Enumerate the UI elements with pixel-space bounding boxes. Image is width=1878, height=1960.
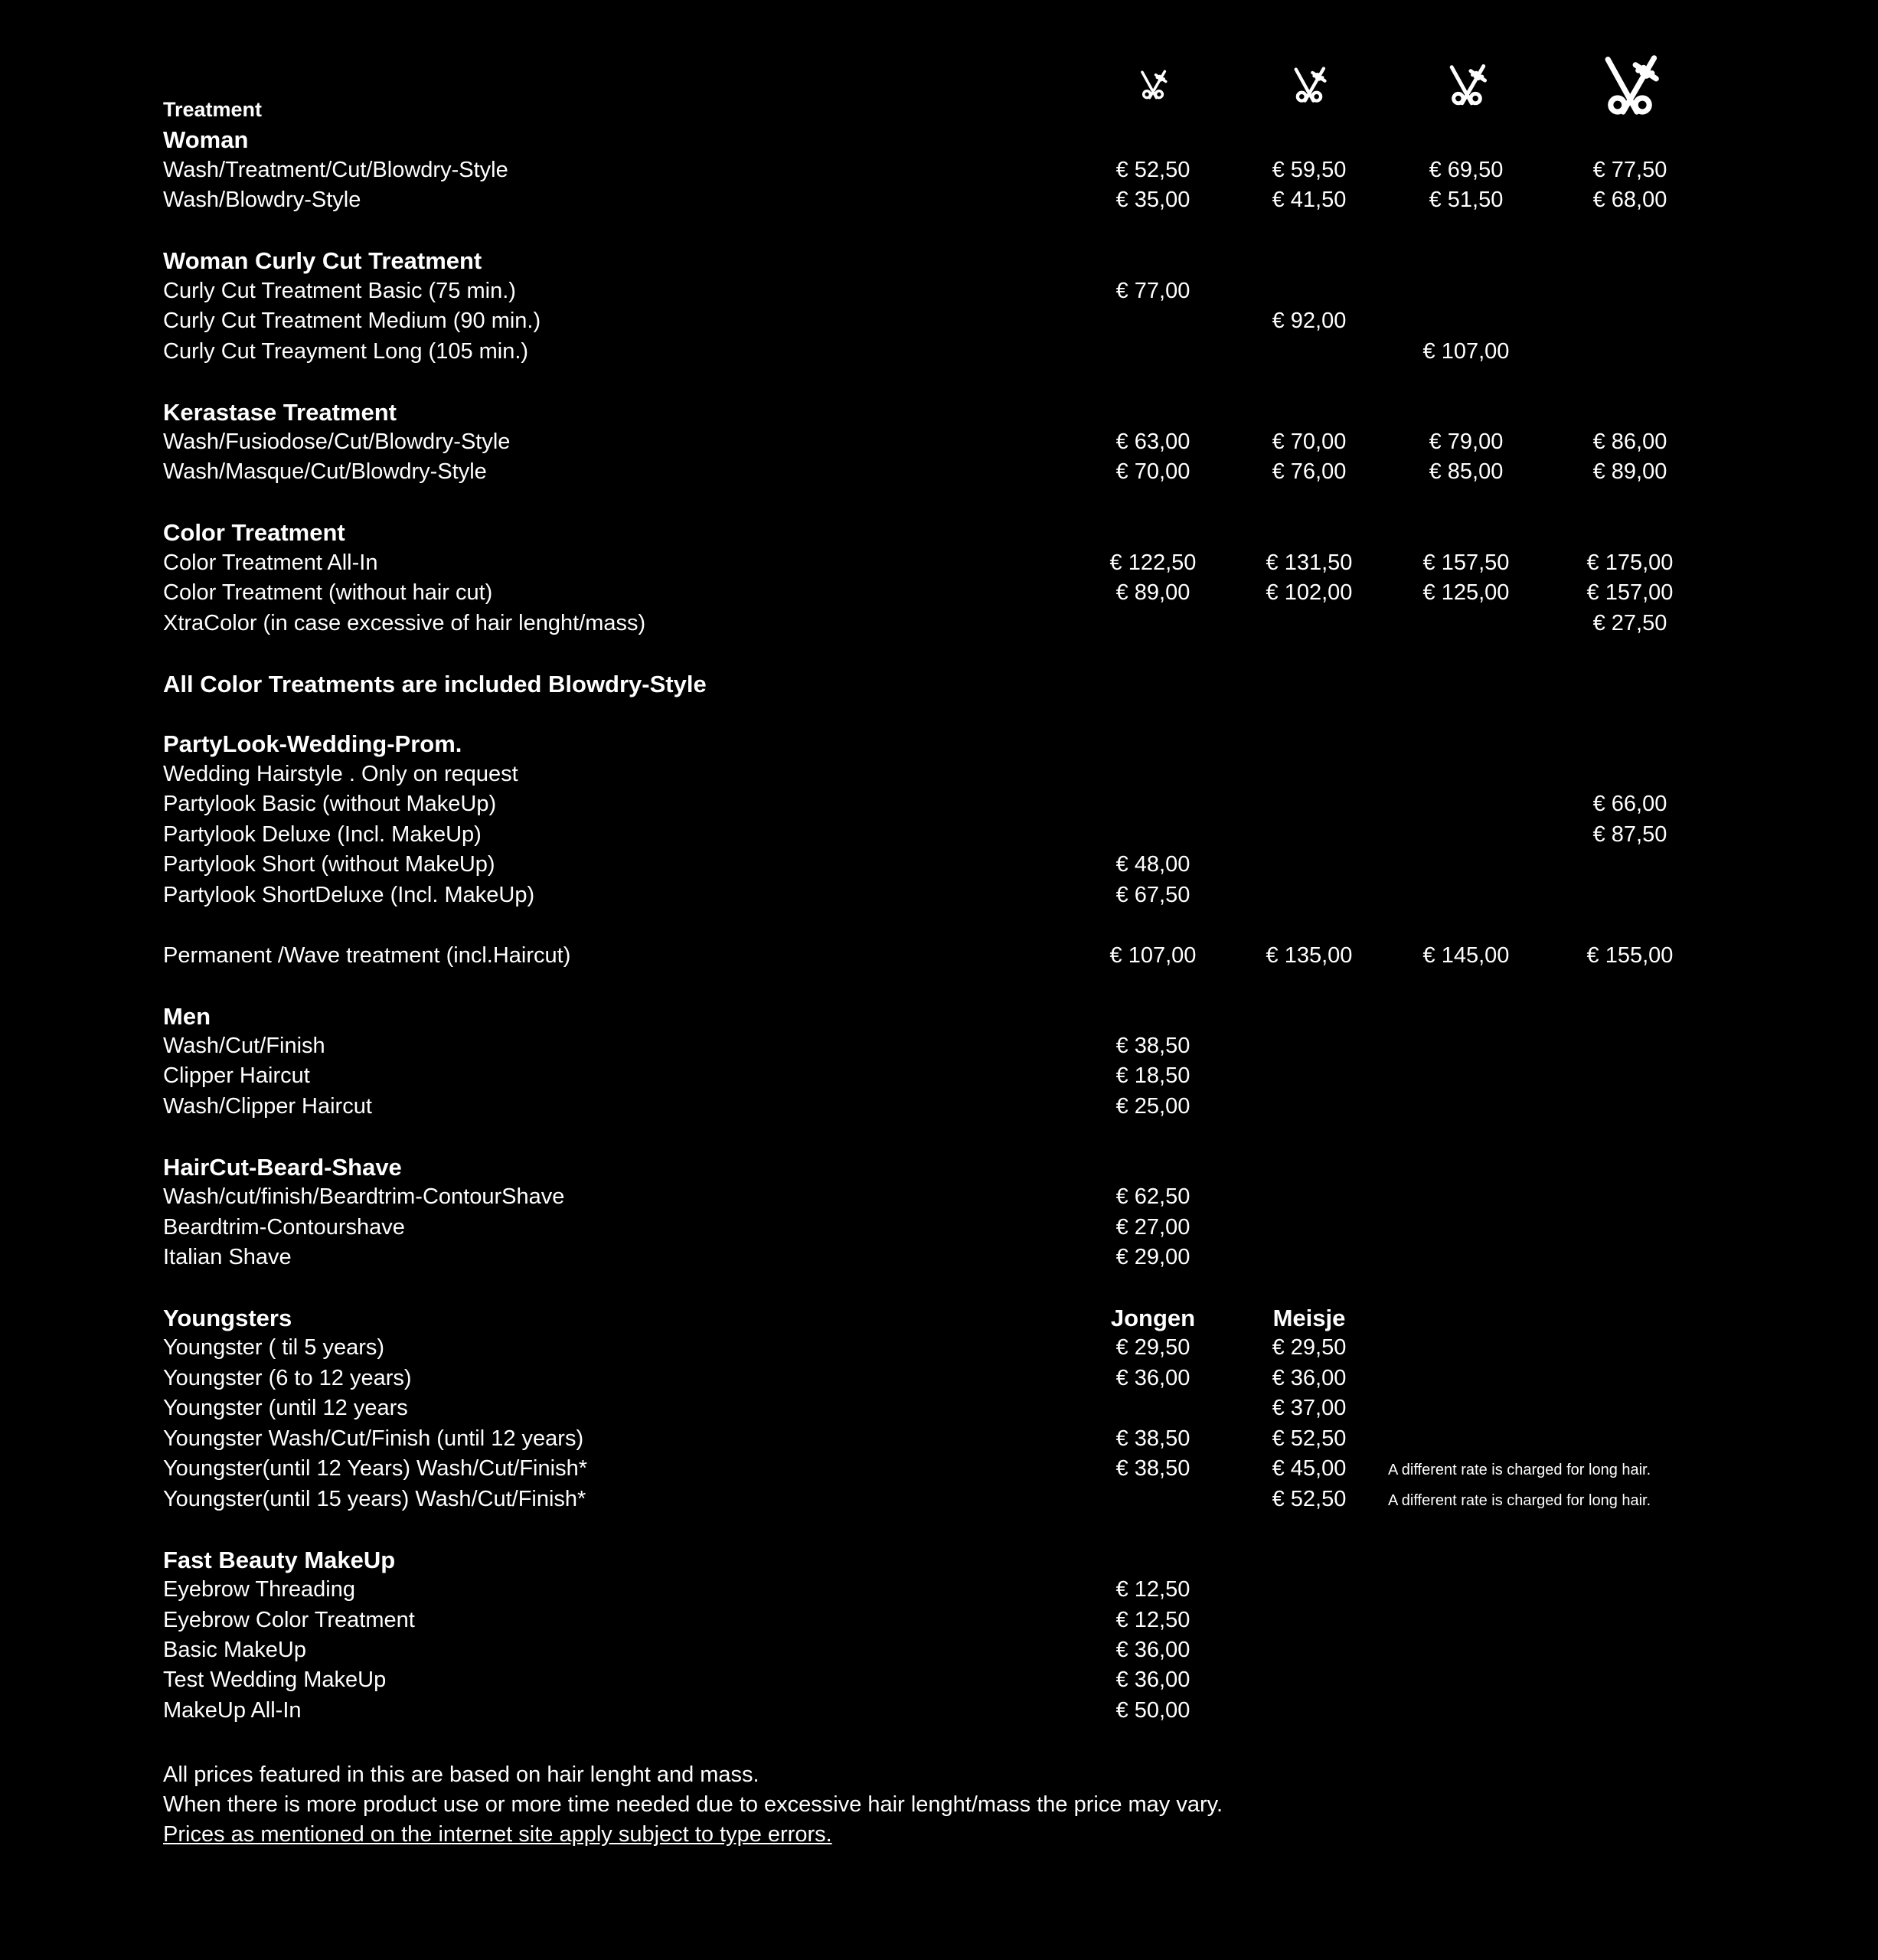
section-heading — [0, 1001, 1878, 1031]
treatment-name: Curly Cut Treayment Long (105 min.) — [163, 339, 529, 364]
price-cell: € 145,00 — [1422, 943, 1510, 968]
price-cell: € 27,00 — [1115, 1215, 1190, 1240]
treatment-name: Wash/Fusiodose/Cut/Blowdry-Style — [163, 430, 511, 454]
price-cell: € 38,50 — [1115, 1034, 1190, 1058]
treatment-name: Wash/Masque/Cut/Blowdry-Style — [163, 459, 487, 484]
treatment-name: Youngster(until 15 years) Wash/Cut/Finish* — [163, 1487, 586, 1511]
section-heading — [0, 397, 1878, 427]
price-cell: € 76,00 — [1272, 459, 1347, 484]
price-cell: € 107,00 — [1422, 339, 1510, 364]
price-cell: € 37,00 — [1272, 1396, 1347, 1420]
price-cell: € 87,50 — [1592, 822, 1667, 847]
price-cell: € 12,50 — [1115, 1608, 1190, 1632]
treatment-name: Youngster ( til 5 years) — [163, 1335, 385, 1360]
table-row — [0, 427, 1878, 457]
treatment-name: Wash/Clipper Haircut — [163, 1094, 372, 1119]
price-cell: € 69,50 — [1429, 158, 1504, 182]
price-cell: € 107,00 — [1109, 943, 1197, 968]
price-cell: € 38,50 — [1115, 1456, 1190, 1481]
table-row — [0, 457, 1878, 487]
table-row — [0, 1393, 1878, 1423]
table-row — [0, 1575, 1878, 1605]
treatment-name: Test Wedding MakeUp — [163, 1668, 387, 1692]
table-row — [0, 337, 1878, 367]
column-subheader: Jongen — [1110, 1305, 1196, 1331]
price-cell: € 52,50 — [1272, 1426, 1347, 1451]
table-row — [0, 789, 1878, 819]
treatment-name: Italian Shave — [163, 1245, 292, 1269]
footer-disclaimer-link[interactable]: Prices as mentioned on the internet site apply subject to type errors. — [163, 1822, 832, 1847]
price-cell: € 29,50 — [1115, 1335, 1190, 1360]
section-heading — [0, 95, 1878, 125]
treatment-name: Basic MakeUp — [163, 1638, 306, 1662]
price-cell: € 63,00 — [1115, 430, 1190, 454]
column-subheader: Meisje — [1272, 1305, 1346, 1331]
section-heading — [0, 125, 1878, 155]
price-cell: € 36,00 — [1115, 1366, 1190, 1390]
price-cell: € 77,50 — [1592, 158, 1667, 182]
treatment-name: Wash/Blowdry-Style — [163, 188, 361, 212]
price-cell: € 86,00 — [1592, 430, 1667, 454]
price-cell: € 45,00 — [1272, 1456, 1347, 1481]
treatment-name: Eyebrow Color Treatment — [163, 1608, 415, 1632]
table-row — [0, 820, 1878, 850]
treatment-name: Color Treatment (without hair cut) — [163, 580, 493, 605]
price-cell: € 79,00 — [1429, 430, 1504, 454]
table-row — [0, 1243, 1878, 1272]
table-row — [0, 1665, 1878, 1695]
treatment-name: Partylook Deluxe (Incl. MakeUp) — [163, 822, 482, 847]
price-cell: € 52,50 — [1115, 158, 1190, 182]
price-cell: € 68,00 — [1592, 188, 1667, 212]
price-cell: € 175,00 — [1586, 550, 1674, 575]
price-cell: € 70,00 — [1272, 430, 1347, 454]
treatment-name: Partylook Short (without MakeUp) — [163, 852, 495, 877]
price-cell: € 157,50 — [1422, 550, 1510, 575]
price-cell: € 51,50 — [1429, 188, 1504, 212]
price-cell: € 29,50 — [1272, 1335, 1347, 1360]
treatment-name: XtraColor (in case excessive of hair lenght/mass) — [163, 611, 646, 635]
table-row — [0, 276, 1878, 306]
section-title: Treatment — [163, 98, 263, 121]
price-cell: € 36,00 — [1272, 1366, 1347, 1390]
price-cell: € 155,00 — [1586, 943, 1674, 968]
table-row — [0, 578, 1878, 608]
long-hair-note: A different rate is charged for long hair. — [1388, 1492, 1651, 1509]
section-title: All Color Treatments are included Blowdry-Style — [163, 671, 707, 697]
section-title: HairCut-Beard-Shave — [163, 1154, 402, 1181]
price-cell: € 52,50 — [1272, 1487, 1347, 1511]
price-cell: € 67,50 — [1115, 883, 1190, 907]
price-cell: € 135,00 — [1266, 943, 1353, 968]
table-row — [0, 760, 1878, 789]
price-cell: € 36,00 — [1115, 1638, 1190, 1662]
footer-note: When there is more product use or more time needed due to excessive hair lenght/mass the price may vary. — [163, 1792, 1223, 1817]
section-title: PartyLook-Wedding-Prom. — [163, 730, 462, 757]
treatment-name: Clipper Haircut — [163, 1063, 310, 1088]
price-cell: € 85,00 — [1429, 459, 1504, 484]
price-cell: € 35,00 — [1115, 188, 1190, 212]
treatment-name: Color Treatment All-In — [163, 550, 378, 575]
table-row — [0, 306, 1878, 336]
price-cell: € 62,50 — [1115, 1184, 1190, 1209]
treatment-name: Youngster (6 to 12 years) — [163, 1366, 412, 1390]
section-title: Youngsters — [163, 1305, 292, 1331]
table-row — [0, 1092, 1878, 1122]
treatment-name: Beardtrim-Contourshave — [163, 1215, 405, 1240]
section-heading — [0, 1303, 1878, 1333]
table-row — [0, 1364, 1878, 1393]
treatment-name: Permanent /Wave treatment (incl.Haircut) — [163, 943, 571, 968]
price-cell: € 50,00 — [1115, 1698, 1190, 1723]
treatment-name: Wedding Hairstyle . Only on request — [163, 762, 518, 786]
treatment-name: Youngster (until 12 years — [163, 1396, 408, 1420]
section-heading — [0, 1545, 1878, 1575]
section-title: Color Treatment — [163, 519, 345, 546]
section-heading — [0, 729, 1878, 759]
price-cell: € 157,00 — [1586, 580, 1674, 605]
treatment-name: Partylook ShortDeluxe (Incl. MakeUp) — [163, 883, 535, 907]
table-row — [0, 880, 1878, 910]
section-title: Woman — [163, 126, 249, 153]
table-row — [0, 609, 1878, 639]
price-cell: € 102,00 — [1266, 580, 1353, 605]
treatment-name: Eyebrow Threading — [163, 1577, 355, 1602]
table-row — [0, 185, 1878, 215]
table-row — [0, 941, 1878, 971]
price-cell: € 29,00 — [1115, 1245, 1190, 1269]
price-cell: € 125,00 — [1422, 580, 1510, 605]
table-row — [0, 1333, 1878, 1363]
section-title: Men — [163, 1003, 211, 1030]
footer-note: All prices featured in this are based on hair lenght and mass. — [163, 1762, 759, 1787]
section-title: Fast Beauty MakeUp — [163, 1547, 396, 1573]
price-cell: € 122,50 — [1109, 550, 1197, 575]
table-row — [0, 1182, 1878, 1212]
section-title: Kerastase Treatment — [163, 399, 397, 426]
price-cell: € 70,00 — [1115, 459, 1190, 484]
table-row — [0, 1635, 1878, 1665]
price-cell: € 77,00 — [1115, 279, 1190, 303]
table-row — [0, 1061, 1878, 1091]
table-row — [0, 1606, 1878, 1635]
price-cell: € 36,00 — [1115, 1668, 1190, 1692]
price-cell: € 41,50 — [1272, 188, 1347, 212]
price-cell: € 59,50 — [1272, 158, 1347, 182]
treatment-name: Youngster(until 12 Years) Wash/Cut/Finish* — [163, 1456, 587, 1481]
price-cell: € 66,00 — [1592, 792, 1667, 816]
price-cell: € 131,50 — [1266, 550, 1353, 575]
price-cell: € 48,00 — [1115, 852, 1190, 877]
section-heading — [0, 246, 1878, 276]
table-row — [0, 1424, 1878, 1454]
price-cell: € 38,50 — [1115, 1426, 1190, 1451]
table-row — [0, 548, 1878, 578]
table-row — [0, 155, 1878, 185]
table-row — [0, 1213, 1878, 1243]
section-title: Woman Curly Cut Treatment — [163, 247, 482, 274]
table-row — [0, 850, 1878, 880]
price-cell: € 89,00 — [1592, 459, 1667, 484]
table-row — [0, 1031, 1878, 1061]
price-cell: € 27,50 — [1592, 611, 1667, 635]
treatment-name: Wash/Cut/Finish — [163, 1034, 325, 1058]
section-heading — [0, 1152, 1878, 1182]
treatment-name: Youngster Wash/Cut/Finish (until 12 years) — [163, 1426, 584, 1451]
treatment-name: Partylook Basic (without MakeUp) — [163, 792, 497, 816]
section-heading — [0, 518, 1878, 547]
treatment-name: Curly Cut Treatment Basic (75 min.) — [163, 279, 516, 303]
table-row — [0, 1696, 1878, 1726]
treatment-name: MakeUp All-In — [163, 1698, 302, 1723]
treatment-name: Wash/cut/finish/Beardtrim-ContourShave — [163, 1184, 565, 1209]
long-hair-note: A different rate is charged for long hair. — [1388, 1462, 1651, 1478]
price-cell: € 18,50 — [1115, 1063, 1190, 1088]
treatment-name: Curly Cut Treatment Medium (90 min.) — [163, 309, 541, 333]
price-cell: € 89,00 — [1115, 580, 1190, 605]
section-heading — [0, 669, 1878, 699]
price-cell: € 92,00 — [1272, 309, 1347, 333]
price-cell: € 12,50 — [1115, 1577, 1190, 1602]
table-row — [0, 1454, 1878, 1484]
table-row — [0, 1485, 1878, 1514]
price-cell: € 25,00 — [1115, 1094, 1190, 1119]
treatment-name: Wash/Treatment/Cut/Blowdry-Style — [163, 158, 508, 182]
